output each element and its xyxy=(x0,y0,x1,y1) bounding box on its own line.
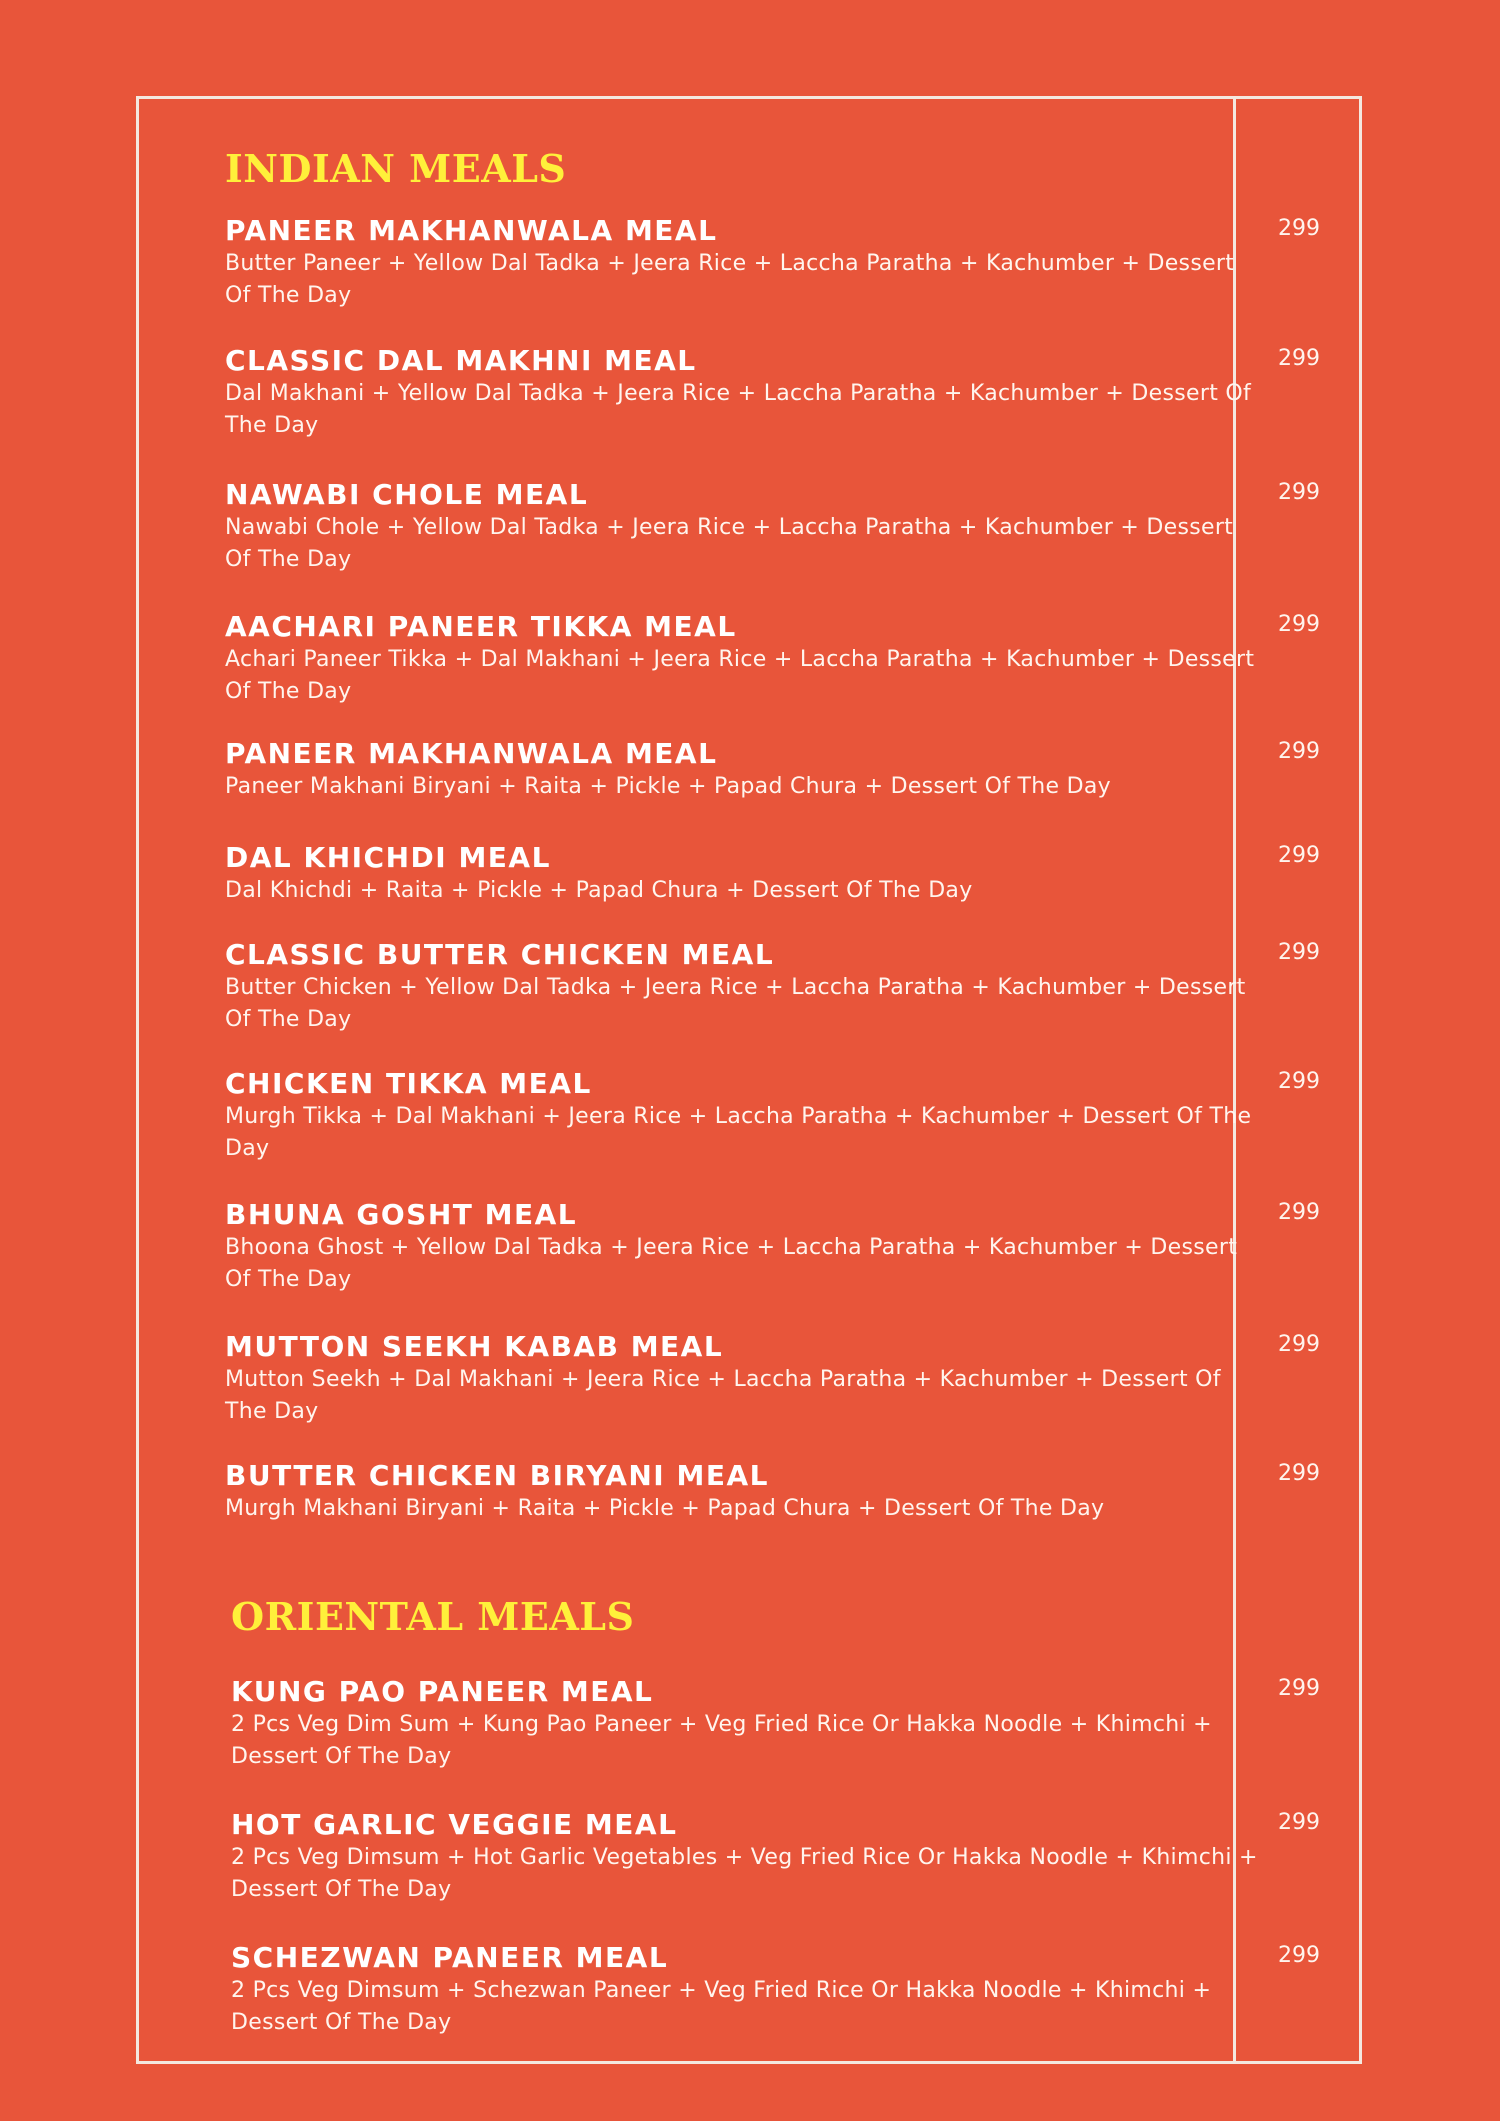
menu-item xyxy=(225,214,1265,312)
menu-item xyxy=(225,610,1265,708)
menu-item xyxy=(225,478,1265,576)
item-price: 299 xyxy=(1278,346,1320,371)
item-name: CHICKEN TIKKA MEAL xyxy=(225,1067,592,1100)
menu-item xyxy=(225,737,1265,803)
item-description: Achari Paneer Tikka + Dal Makhani + Jeera Rice + Laccha Paratha + Kachumber + Dessert Of The Day xyxy=(225,647,1255,704)
item-description: Mutton Seekh + Dal Makhani + Jeera Rice + Laccha Paratha + Kachumber + Dessert Of The Day xyxy=(225,1367,1221,1424)
item-name: KUNG PAO PANEER MEAL xyxy=(231,1675,654,1708)
section-title-indian-meals: INDIAN MEALS xyxy=(225,146,567,191)
menu-item xyxy=(225,938,1265,1036)
item-price: 299 xyxy=(1278,1943,1320,1968)
item-description: Murgh Makhani Biryani + Raita + Pickle + Papad Chura + Dessert Of The Day xyxy=(225,1496,1105,1521)
item-description: 2 Pcs Veg Dimsum + Hot Garlic Vegetables + Veg Fried Rice Or Hakka Noodle + Khimchi + Dessert Of The Day xyxy=(231,1845,1258,1902)
item-name: SCHEZWAN PANEER MEAL xyxy=(231,1941,669,1974)
item-price: 299 xyxy=(1278,1676,1320,1701)
item-name: DAL KHICHDI MEAL xyxy=(225,841,551,874)
item-price: 299 xyxy=(1278,1069,1320,1094)
item-description: Butter Chicken + Yellow Dal Tadka + Jeera Rice + Laccha Paratha + Kachumber + Dessert Of The Day xyxy=(225,975,1246,1032)
menu-item xyxy=(225,1330,1265,1428)
item-name: NAWABI CHOLE MEAL xyxy=(225,478,589,511)
item-name: PANEER MAKHANWALA MEAL xyxy=(225,737,718,770)
item-description: Bhoona Ghost + Yellow Dal Tadka + Jeera Rice + Laccha Paratha + Kachumber + Dessert Of The Day xyxy=(225,1235,1238,1292)
item-price: 299 xyxy=(1278,480,1320,505)
item-price: 299 xyxy=(1278,1200,1320,1225)
item-price: 299 xyxy=(1278,1810,1320,1835)
item-price: 299 xyxy=(1278,843,1320,868)
item-price: 299 xyxy=(1278,940,1320,965)
item-description: Paneer Makhani Biryani + Raita + Pickle + Papad Chura + Dessert Of The Day xyxy=(225,774,1111,799)
menu-item xyxy=(225,1067,1265,1165)
item-name: HOT GARLIC VEGGIE MEAL xyxy=(231,1808,678,1841)
item-description: Nawabi Chole + Yellow Dal Tadka + Jeera Rice + Laccha Paratha + Kachumber + Dessert Of The Day xyxy=(225,515,1234,572)
menu-item xyxy=(225,1459,1265,1525)
item-name: PANEER MAKHANWALA MEAL xyxy=(225,214,718,247)
item-description: Dal Makhani + Yellow Dal Tadka + Jeera Rice + Laccha Paratha + Kachumber + Dessert Of The Day xyxy=(225,381,1252,438)
item-name: CLASSIC DAL MAKHNI MEAL xyxy=(225,344,697,377)
menu-item xyxy=(231,1675,1271,1773)
menu-item xyxy=(231,1941,1271,2039)
item-description: Butter Paneer + Yellow Dal Tadka + Jeera Rice + Laccha Paratha + Kachumber + Dessert Of The Day xyxy=(225,251,1235,308)
item-name: AACHARI PANEER TIKKA MEAL xyxy=(225,610,737,643)
item-name: MUTTON SEEKH KABAB MEAL xyxy=(225,1330,724,1363)
item-price: 299 xyxy=(1278,1332,1320,1357)
item-name: BUTTER CHICKEN BIRYANI MEAL xyxy=(225,1459,769,1492)
item-description: 2 Pcs Veg Dimsum + Schezwan Paneer + Veg Fried Rice Or Hakka Noodle + Khimchi + Dessert Of The Day xyxy=(231,1978,1212,2035)
item-description: 2 Pcs Veg Dim Sum + Kung Pao Paneer + Veg Fried Rice Or Hakka Noodle + Khimchi + Dessert Of The Day xyxy=(231,1712,1212,1769)
section-title-oriental-meals: ORIENTAL MEALS xyxy=(231,1594,635,1639)
item-price: 299 xyxy=(1278,739,1320,764)
menu-item xyxy=(225,841,1265,907)
item-price: 299 xyxy=(1278,216,1320,241)
item-name: CLASSIC BUTTER CHICKEN MEAL xyxy=(225,938,775,971)
item-price: 299 xyxy=(1278,1461,1320,1486)
item-description: Dal Khichdi + Raita + Pickle + Papad Chura + Dessert Of The Day xyxy=(225,878,973,903)
menu-item xyxy=(231,1808,1271,1906)
item-price: 299 xyxy=(1278,612,1320,637)
item-name: BHUNA GOSHT MEAL xyxy=(225,1198,578,1231)
menu-item xyxy=(225,1198,1265,1296)
menu-item xyxy=(225,344,1265,442)
item-description: Murgh Tikka + Dal Makhani + Jeera Rice + Laccha Paratha + Kachumber + Dessert Of The Day xyxy=(225,1104,1252,1161)
